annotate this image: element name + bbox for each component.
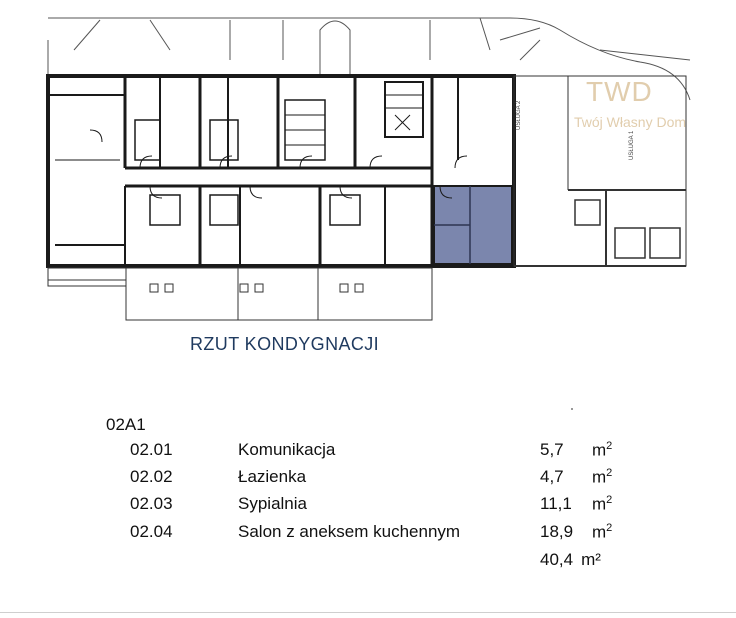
- highlighted-apartment: [434, 186, 512, 264]
- terraces: [48, 268, 432, 320]
- area-unit: $m^2$: [592, 467, 613, 487]
- room-area: 11,1: [540, 494, 572, 513]
- room-number: 02.02: [130, 467, 173, 486]
- room-name: Komunikacja: [238, 440, 336, 459]
- total-area-value: 40,4: [540, 550, 574, 569]
- room-number: 02.03: [130, 494, 173, 513]
- room-area: 4,7: [540, 467, 564, 486]
- plan-label-usluga-2: USŁUGA 2: [516, 100, 522, 130]
- watermark-tagline: Twój Własny Dom: [574, 114, 687, 130]
- plan-label-usluga-1: USŁUGA 1: [629, 130, 635, 160]
- room-area: 18,9: [540, 522, 574, 541]
- room-row: [0, 467, 736, 493]
- room-name: Sypialnia: [238, 494, 307, 513]
- area-unit: $m^2$: [592, 440, 613, 460]
- area-unit: $m^2$: [592, 522, 613, 542]
- room-number: 02.01: [130, 440, 173, 459]
- total-area: [540, 550, 601, 570]
- room-name: Łazienka: [238, 467, 307, 486]
- room-row: [0, 440, 736, 466]
- total-area-unit: m²: [581, 550, 601, 569]
- twd-watermark: [568, 76, 698, 136]
- apartment-code: 02A1: [106, 415, 146, 434]
- watermark-logo: TWD: [586, 76, 653, 107]
- room-row: [0, 494, 736, 520]
- room-area: 5,7: [540, 440, 564, 459]
- area-unit: $m^2$: [592, 494, 613, 514]
- room-name: Salon z aneksem kuchennym: [238, 522, 461, 541]
- room-number: 02.04: [130, 522, 173, 541]
- plan-title: RZUT KONDYGNACJI: [190, 334, 380, 354]
- bottom-divider: [0, 612, 736, 613]
- room-row: [0, 522, 736, 548]
- decorative-tick: [571, 408, 573, 410]
